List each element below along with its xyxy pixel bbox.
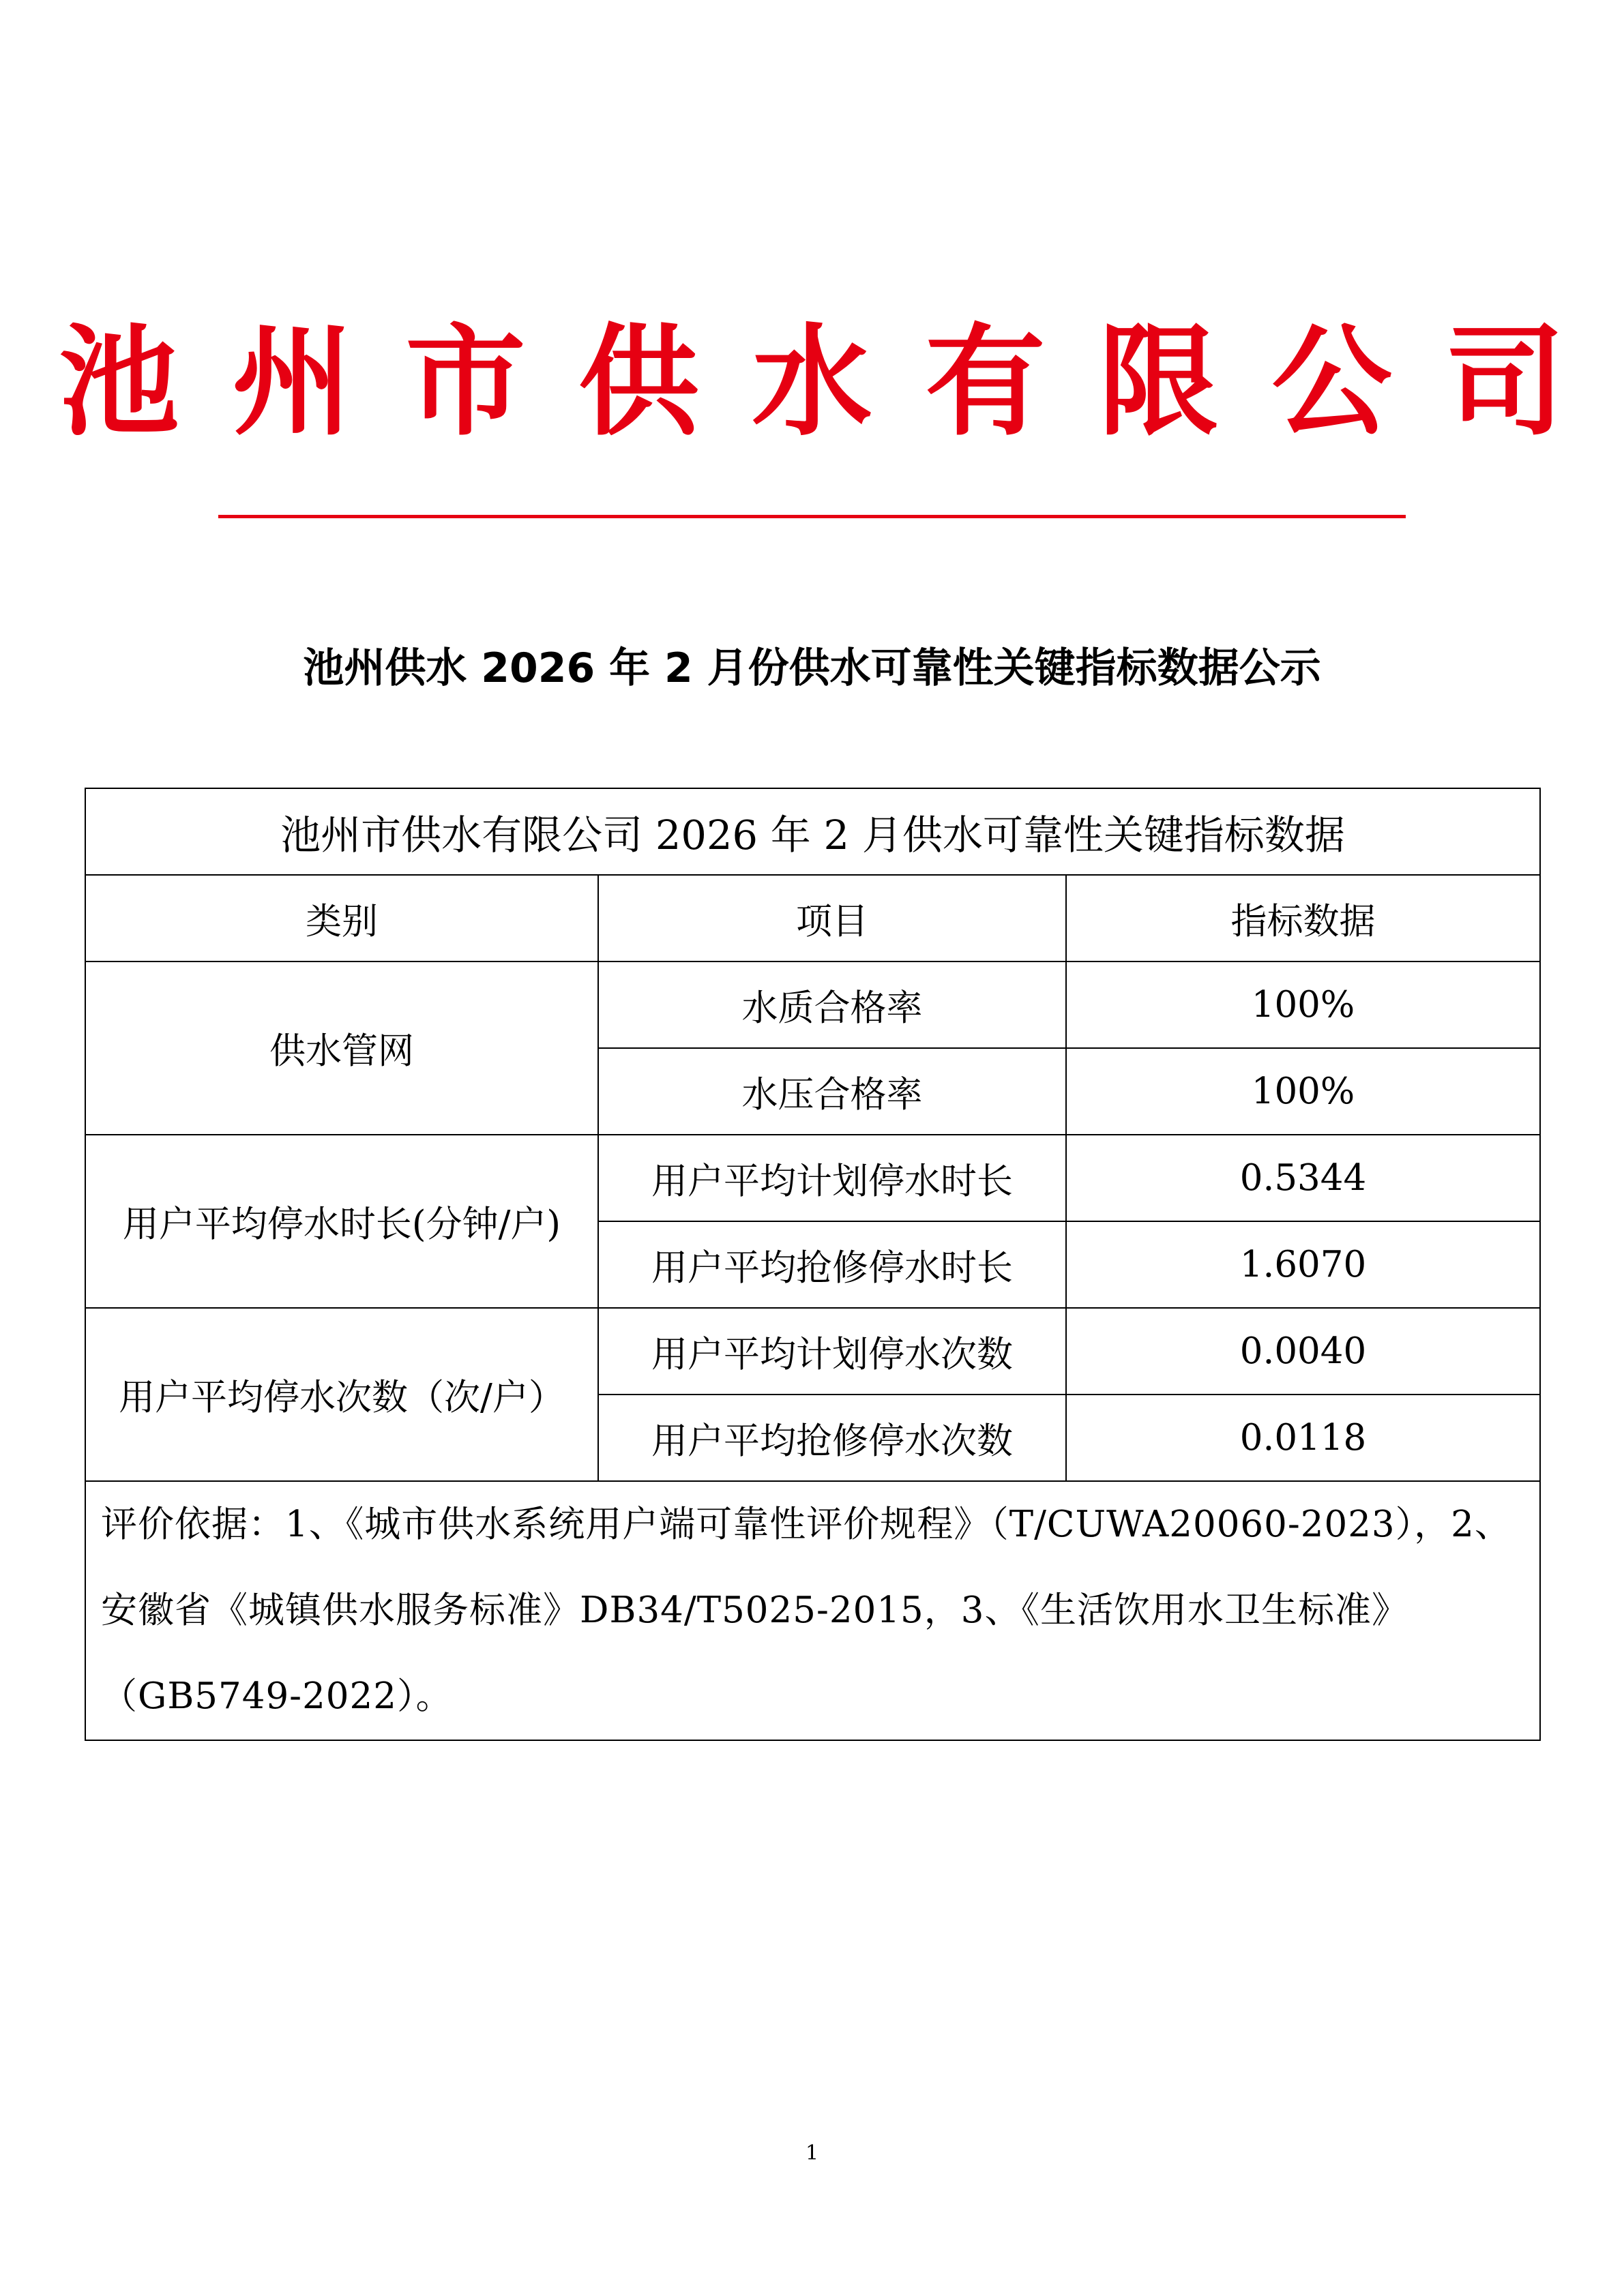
evaluation-basis: 评价依据：1、《城市供水系统用户端可靠性评价规程》（T/CUWA20060-2023），2、安徽省《城镇供水服务标准》DB34/T5025-2015，3、《生活饮用水卫生标准》（GB5749-2022）。 xyxy=(85,1481,1540,1740)
item-cell: 用户平均计划停水时长 xyxy=(598,1135,1066,1221)
item-cell: 水质合格率 xyxy=(598,961,1066,1048)
table-row xyxy=(85,961,1540,1048)
value-cell: 0.0118 xyxy=(1066,1395,1540,1481)
value-cell: 0.0040 xyxy=(1066,1308,1540,1395)
category-cell: 用户平均停水次数（次/户） xyxy=(85,1308,598,1481)
item-cell: 用户平均抢修停水时长 xyxy=(598,1221,1066,1308)
indicator-table xyxy=(85,788,1541,1741)
value-cell: 100% xyxy=(1066,1048,1540,1135)
header-item: 项目 xyxy=(598,875,1066,961)
document-title: 池州供水 2026 年 2 月份供水可靠性关键指标数据公示 xyxy=(303,644,1321,692)
item-cell: 用户平均计划停水次数 xyxy=(598,1308,1066,1395)
page-number: 1 xyxy=(805,2141,819,2165)
red-divider-line xyxy=(218,515,1406,518)
company-masthead: 池州市供水有限公司 xyxy=(59,311,1619,452)
header-category: 类别 xyxy=(85,875,598,961)
value-cell: 1.6070 xyxy=(1066,1221,1540,1308)
item-cell: 用户平均抢修停水次数 xyxy=(598,1395,1066,1481)
table-row xyxy=(85,1135,1540,1221)
category-cell: 供水管网 xyxy=(85,961,598,1135)
value-cell: 100% xyxy=(1066,961,1540,1048)
value-cell: 0.5344 xyxy=(1066,1135,1540,1221)
category-cell: 用户平均停水时长(分钟/户) xyxy=(85,1135,598,1308)
table-caption: 池州市供水有限公司 2026 年 2 月供水可靠性关键指标数据 xyxy=(85,788,1540,875)
table-row xyxy=(85,1308,1540,1395)
item-cell: 水压合格率 xyxy=(598,1048,1066,1135)
header-value: 指标数据 xyxy=(1066,875,1540,961)
